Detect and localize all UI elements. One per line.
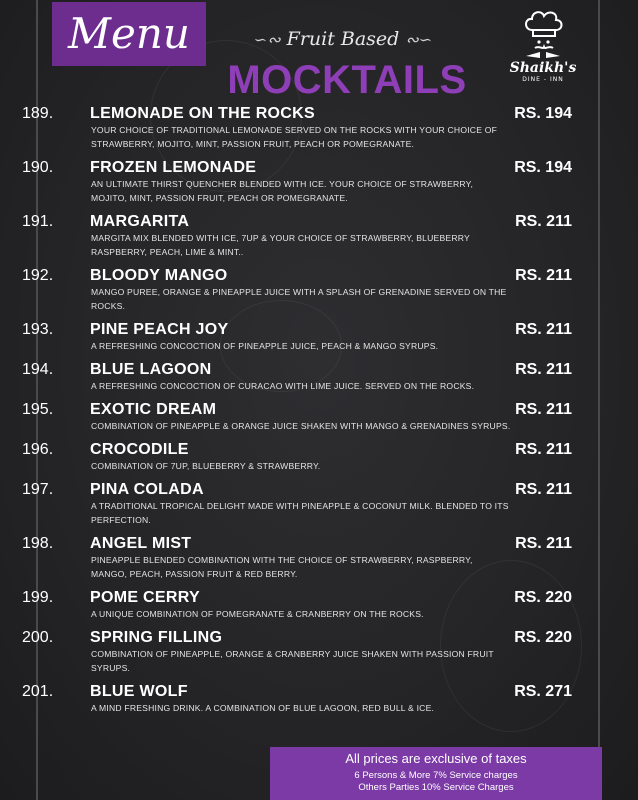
item-name: BLUE LAGOON [90,361,212,378]
item-name: MARGARITA [90,213,190,230]
menu-item [22,105,578,151]
item-number: 189. [22,105,54,122]
item-price: RS. 220 [514,629,572,646]
item-number: 199. [22,589,54,606]
menu-item [22,267,578,313]
item-price: RS. 211 [515,321,572,338]
logo-name: Shaikh's [509,60,577,76]
menu-item [22,441,578,473]
menu-item-header [22,481,578,499]
menu-item-header [22,535,578,553]
item-number: 201. [22,683,54,700]
item-price: RS. 194 [514,105,572,122]
menu-item-header [22,629,578,647]
service-charge-line: Others Parties 10% Service Charges [358,782,514,793]
menu-item-header [22,159,578,177]
page-title: MOCKTAILS [227,58,467,102]
menu-item-list [22,105,578,723]
menu-item-header [22,401,578,419]
item-name: FROZEN LEMONADE [90,159,257,176]
item-description: COMBINATION OF PINEAPPLE & ORANGE JUICE SHAKEN WITH MANGO & GRENADINES SYRUPS. [91,421,511,431]
item-number: 198. [22,535,54,552]
menu-item-header [22,361,578,379]
item-price: RS. 211 [515,213,572,230]
menu-item [22,321,578,353]
menu-item [22,159,578,205]
item-number: 200. [22,629,54,646]
tax-notice [270,747,602,800]
menu-item [22,589,578,621]
item-description: COMBINATION OF 7UP, BLUEBERRY & STRAWBERRY. [91,461,321,471]
item-description: A REFRESHING CONCOCTION OF CURACAO WITH LIME JUICE. SERVED ON THE ROCKS. [91,381,475,391]
item-name: LEMONADE ON THE ROCKS [90,105,315,122]
item-name: POME CERRY [90,589,200,606]
menu-item [22,629,578,675]
swirl-left-icon: ∽∾ [253,30,281,49]
item-description: MARGITA MIX BLENDED WITH ICE, 7UP & YOUR CHOICE OF STRAWBERRY, BLUEBERRY RASPBERRY, PEACH, LIME & MINT.. [91,233,470,257]
subtitle-text: Fruit Based [286,28,400,50]
item-number: 194. [22,361,54,378]
item-description: PINEAPPLE BLENDED COMBINATION WITH THE CHOICE OF STRAWBERRY, RASPBERRY, MANGO, PEACH, PASSION FRUIT & RED BERRY. [91,555,473,579]
item-price: RS. 211 [515,361,572,378]
item-number: 196. [22,441,54,458]
menu-item-header [22,683,578,701]
item-number: 192. [22,267,54,284]
item-name: ANGEL MIST [90,535,192,552]
item-name: CROCODILE [90,441,189,458]
item-price: RS. 211 [515,267,572,284]
item-description: COMBINATION OF PINEAPPLE, ORANGE & CRANBERRY JUICE SHAKEN WITH PASSION FRUIT SYRUPS. [91,649,494,673]
chef-icon [518,8,568,60]
item-name: BLOODY MANGO [90,267,228,284]
item-number: 191. [22,213,54,230]
item-description: AN ULTIMATE THIRST QUENCHER BLENDED WITH ICE. YOUR CHOICE OF STRAWBERRY, MOJITO, MINT, PASSION FRUIT, PEACH OR POMEGRANATE. [91,179,474,203]
item-description: MANGO PUREE, ORANGE & PINEAPPLE JUICE WITH A SPLASH OF GRENADINE SERVED ON THE ROCKS. [91,287,507,311]
menu-item-header [22,589,578,607]
item-description: A UNIQUE COMBINATION OF POMEGRANATE & CRANBERRY ON THE ROCKS. [91,609,424,619]
menu-item-header [22,441,578,459]
item-description: YOUR CHOICE OF TRADITIONAL LEMONADE SERVED ON THE ROCKS WITH YOUR CHOICE OF STRAWBERRY, MOJITO, MINT, PASSION FRUIT, PEACH OR POMEGRANATE. [91,125,498,149]
item-name: PINA COLADA [90,481,204,498]
menu-item [22,481,578,527]
restaurant-logo [500,8,586,96]
item-price: RS. 211 [515,535,572,552]
tax-notice-line: All prices are exclusive of taxes [345,751,527,766]
item-number: 195. [22,401,54,418]
item-name: EXOTIC DREAM [90,401,217,418]
menu-item-header [22,321,578,339]
menu-item-header [22,213,578,231]
menu-item-header [22,105,578,123]
service-charge-line: 6 Persons & More 7% Service charges [354,770,518,781]
menu-item [22,683,578,715]
item-price: RS. 271 [514,683,572,700]
menu-item [22,401,578,433]
menu-badge: Menu [52,2,206,66]
item-name: PINE PEACH JOY [90,321,229,338]
item-price: RS. 194 [514,159,572,176]
swirl-right-icon: ∾∽ [405,30,433,49]
item-number: 190. [22,159,54,176]
item-name: SPRING FILLING [90,629,223,646]
item-price: RS. 211 [515,481,572,498]
section-subtitle [218,28,468,50]
item-price: RS. 220 [514,589,572,606]
menu-item [22,361,578,393]
menu-item [22,213,578,259]
item-price: RS. 211 [515,401,572,418]
item-price: RS. 211 [515,441,572,458]
menu-item-header [22,267,578,285]
logo-tagline: DINE - INN [522,76,564,83]
menu-item [22,535,578,581]
item-description: A MIND FRESHING DRINK. A COMBINATION OF BLUE LAGOON, RED BULL & ICE. [91,703,435,713]
item-description: A REFRESHING CONCOCTION OF PINEAPPLE JUICE, PEACH & MANGO SYRUPS. [91,341,439,351]
item-number: 197. [22,481,54,498]
item-number: 193. [22,321,54,338]
item-name: BLUE WOLF [90,683,188,700]
item-description: A TRADITIONAL TROPICAL DELIGHT MADE WITH PINEAPPLE & COCONUT MILK. BLENDED TO ITS PERFECTION. [91,501,509,525]
